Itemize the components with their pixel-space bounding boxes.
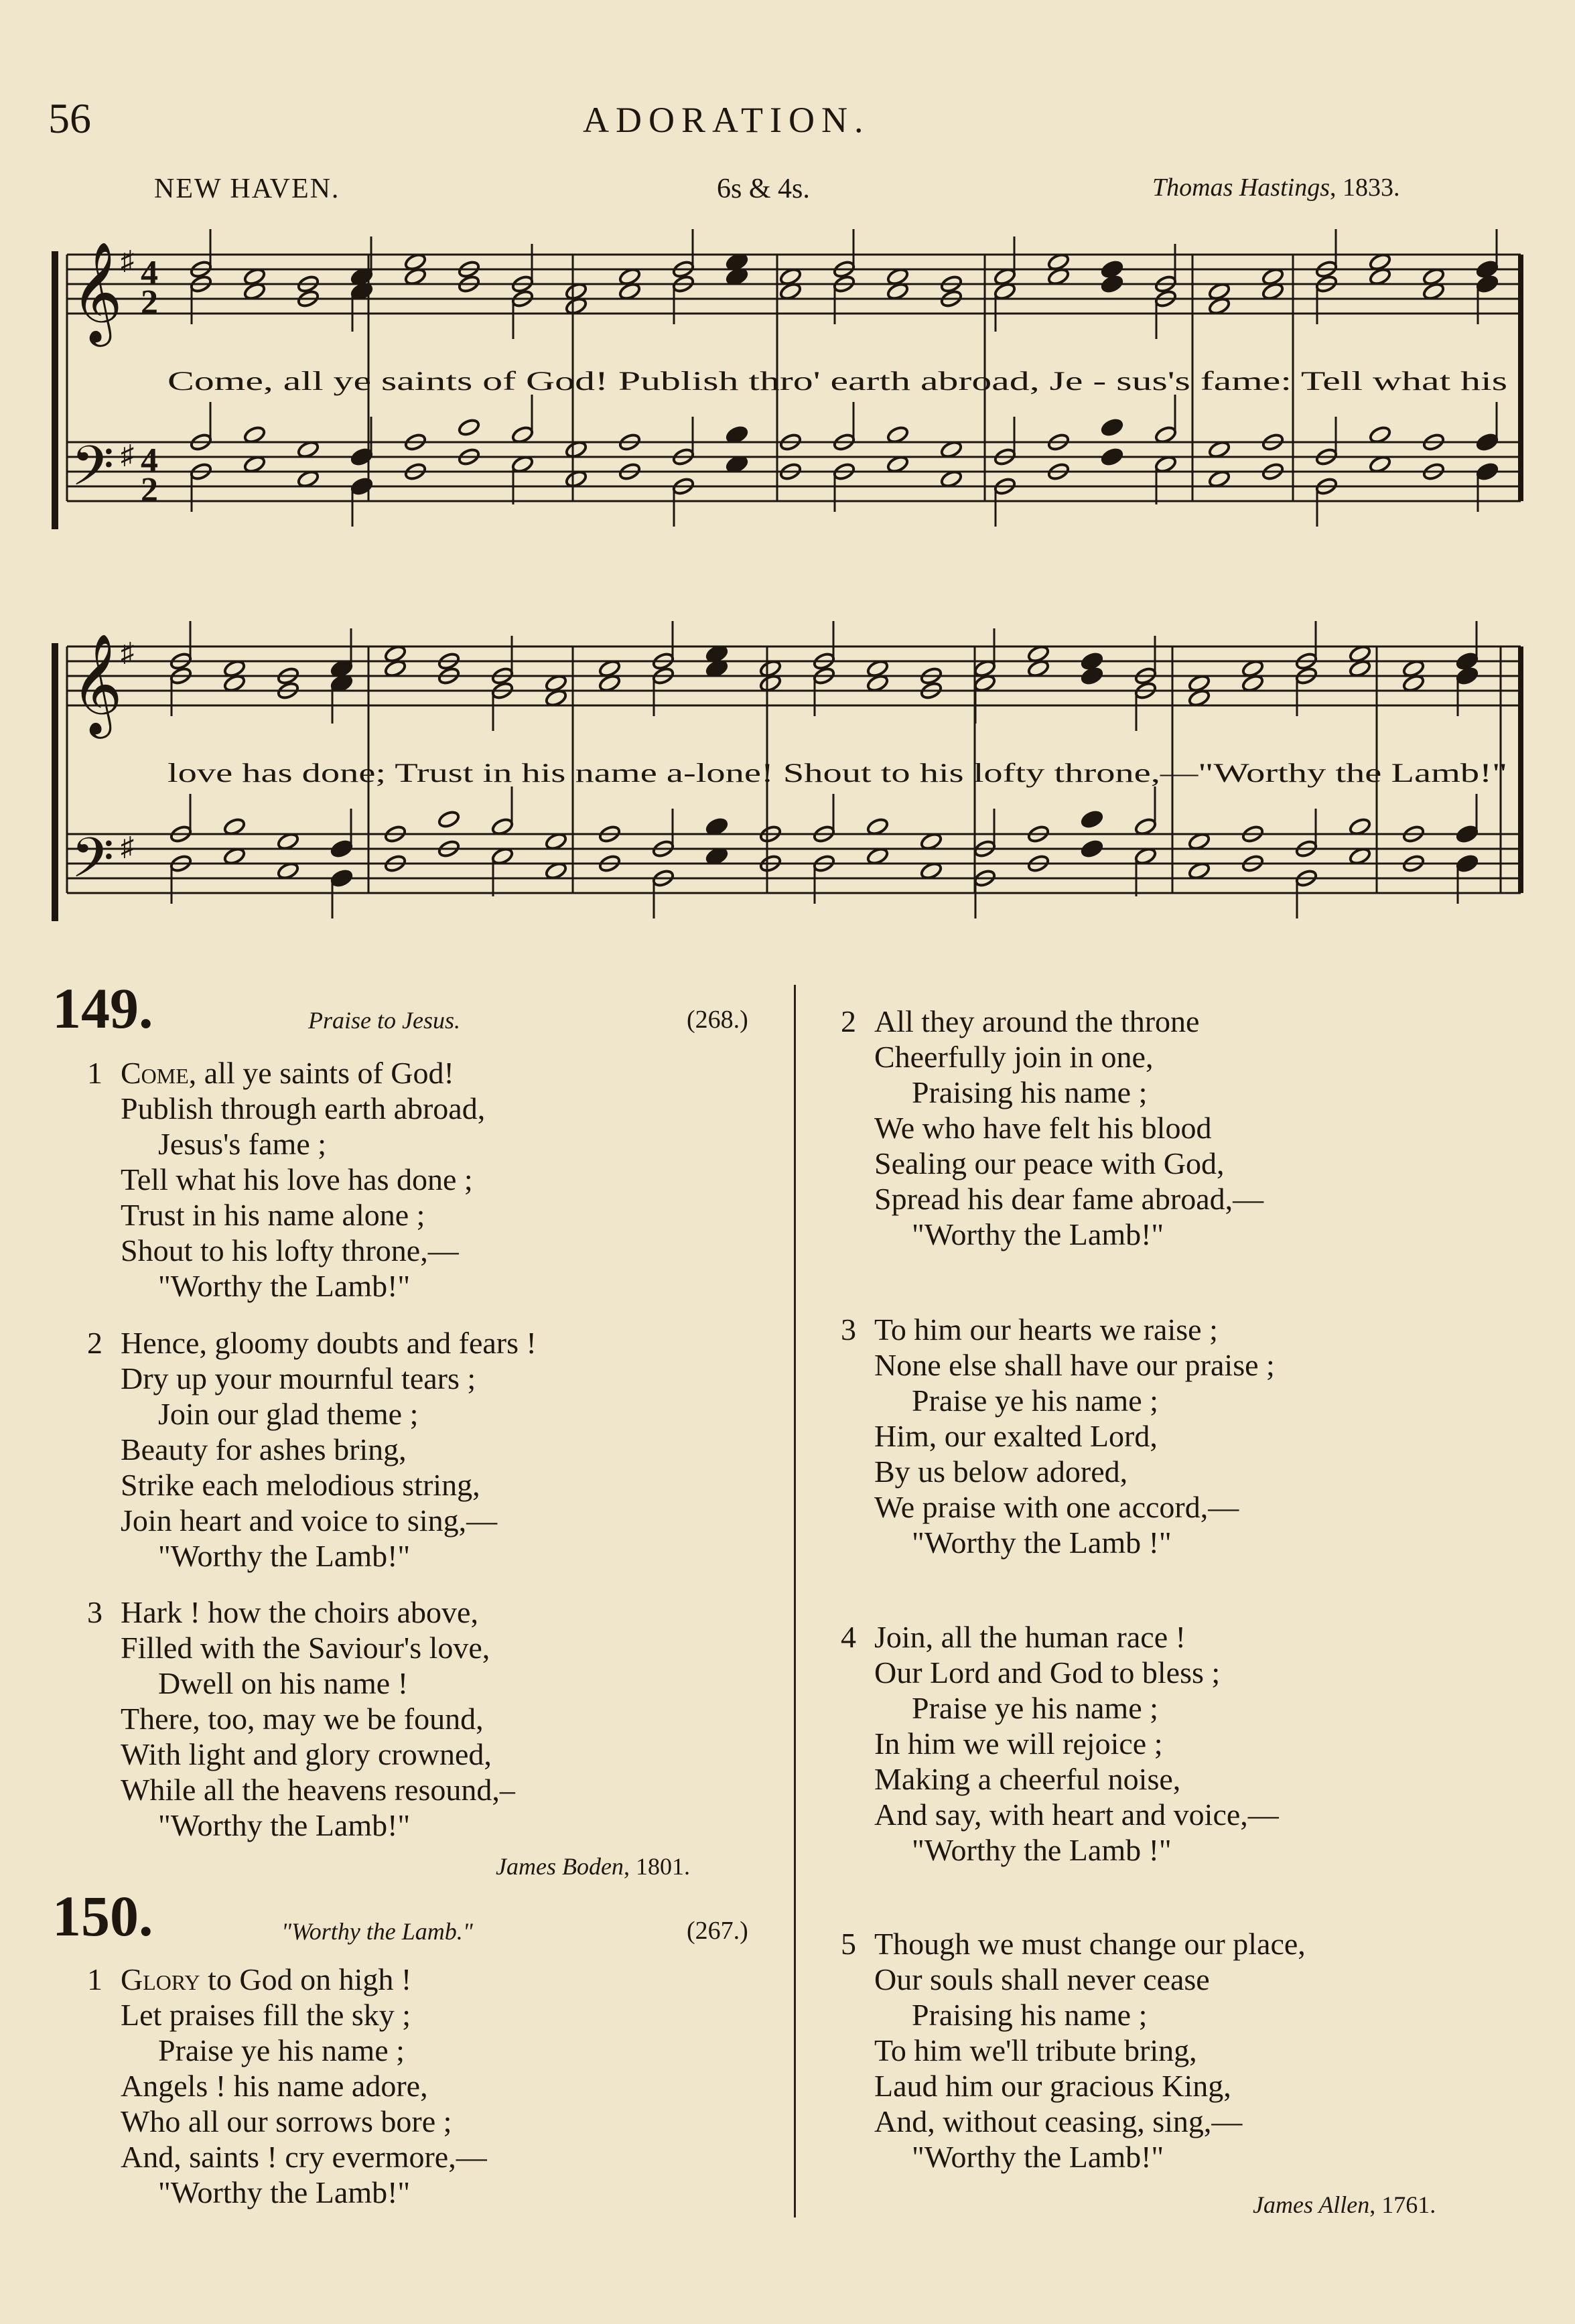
verse-line: to God on high ! <box>200 1962 412 1996</box>
note-head <box>1101 418 1124 437</box>
verse-line: And, without ceasing, sing,— <box>874 2104 1243 2138</box>
time-signature-bottom: 2 <box>141 471 158 509</box>
verse-line: Praise ye his name ; <box>912 1383 1158 1418</box>
verse-number: 3 <box>841 1312 856 1347</box>
time-signature-top: 4 <box>141 254 158 292</box>
note-head <box>1081 667 1104 686</box>
verse-line: Join heart and voice to sing,— <box>121 1503 498 1537</box>
hymn-reference-150: (267.) <box>687 1917 748 1945</box>
verse-150-5 <box>841 1926 1306 2175</box>
verse-line: Cheerfully join in one, <box>874 1040 1154 1074</box>
hymn-number-150: 150. <box>52 1884 153 1948</box>
note-head <box>330 869 354 888</box>
key-signature-sharp: ♯ <box>121 245 134 275</box>
verse-line: Spread his dear fame abroad,— <box>874 1182 1264 1216</box>
note-head <box>1476 462 1499 482</box>
hymn-title-150: "Worthy the Lamb." <box>281 1918 473 1945</box>
lyric-line-1: Come, all ye saints of God! Publish thro' earth abroad, Je - sus's fame: Tell what his <box>167 366 1507 396</box>
verse-line: "Worthy the Lamb!" <box>912 1217 1164 1251</box>
verse-line: By us below adored, <box>874 1454 1128 1489</box>
verse-line: Dwell on his name ! <box>158 1666 409 1700</box>
note-head <box>1456 825 1479 844</box>
verse-line: To him we'll tribute bring, <box>874 2033 1197 2067</box>
verse-line: Praising his name ; <box>912 1998 1148 2032</box>
treble-clef-icon: 𝄞 <box>71 241 123 342</box>
verse-line: Praising his name ; <box>912 1075 1148 1109</box>
note-head <box>1081 652 1104 671</box>
note-head <box>1081 839 1104 859</box>
verse-line: Praise ye his name ; <box>158 2033 405 2067</box>
verse-line: "Worthy the Lamb!" <box>158 1808 411 1842</box>
verse-line: Dry up your mournful tears ; <box>121 1361 476 1395</box>
verse-number: 1 <box>87 1056 102 1090</box>
verse-line: Filled with the Saviour's love, <box>121 1631 490 1665</box>
lyric-line-2: love has done; Trust in his name a-lone! Shout to his lofty throne,—"Worthy the Lamb!" <box>167 758 1507 788</box>
verse-150-4 <box>841 1619 1279 1868</box>
note-head <box>437 810 461 829</box>
verse-line: Hark ! how the choirs above, <box>121 1595 478 1629</box>
note-head <box>1476 275 1499 294</box>
verse-line: Trust in his name alone ; <box>121 1198 425 1232</box>
verse-line: Praise ye his name ; <box>912 1691 1158 1725</box>
hymn-reference-149: (268.) <box>687 1006 748 1034</box>
verse-line: Publish through earth abroad, <box>121 1091 486 1125</box>
verse-line: None else shall have our praise ; <box>874 1348 1275 1382</box>
time-signature-bottom: 2 <box>141 283 158 322</box>
tune-name: NEW HAVEN. <box>154 174 340 204</box>
note-head <box>1456 854 1479 874</box>
verse-line: Tell what his love has done ; <box>121 1162 473 1197</box>
running-head: ADORATION. <box>583 100 870 140</box>
author-credit-149 <box>496 1852 690 1881</box>
verse-line: Making a cheerful noise, <box>874 1762 1181 1796</box>
music-system-2 <box>47 606 1527 955</box>
verse-149-3 <box>87 1594 515 1843</box>
verse-line: "Worthy the Lamb!" <box>158 2175 411 2209</box>
verse-line: "Worthy the Lamb !" <box>912 1833 1172 1867</box>
composer-name: Thomas Hastings <box>1152 174 1330 202</box>
bass-staff <box>67 442 1521 501</box>
verse-line: With light and glory crowned, <box>121 1737 492 1771</box>
note-head <box>1101 260 1124 279</box>
note-head <box>1456 667 1479 686</box>
hymn-number-149: 149. <box>52 976 153 1040</box>
verse-line: Our Lord and God to bless ; <box>874 1655 1221 1690</box>
note-head <box>1101 275 1124 294</box>
verse-line: Though we must change our place, <box>874 1927 1306 1961</box>
verse-line: Him, our exalted Lord, <box>874 1419 1158 1453</box>
verse-first-word: Glory <box>121 1962 200 1996</box>
verse-line: All they around the throne <box>874 1004 1200 1038</box>
verse-number: 1 <box>87 1962 102 1996</box>
verse-line: "Worthy the Lamb !" <box>912 1525 1172 1560</box>
hymn-title-149: Praise to Jesus. <box>308 1007 460 1034</box>
note-head <box>1081 810 1104 829</box>
note-head <box>1476 260 1499 279</box>
author-name: James Allen <box>1253 2191 1370 2218</box>
verse-line: And say, with heart and voice,— <box>874 1797 1279 1832</box>
verse-line: Our souls shall never cease <box>874 1962 1210 1996</box>
verse-line: Jesus's fame ; <box>158 1127 327 1161</box>
verse-line: In him we will rejoice ; <box>874 1726 1163 1761</box>
verse-line: We praise with one accord,— <box>874 1490 1239 1524</box>
verse-line: Laud him our gracious King, <box>874 2069 1231 2103</box>
author-year: , 1801. <box>623 1853 690 1880</box>
bass-clef-icon: 𝄢 <box>71 825 115 904</box>
author-name: James Boden <box>496 1853 624 1880</box>
time-signature-top: 4 <box>141 441 158 480</box>
bass-clef-icon: 𝄢 <box>71 433 115 512</box>
verse-first-word: Come, <box>121 1056 197 1090</box>
verse-line: all ye saints of God! <box>196 1056 454 1090</box>
column-divider <box>794 985 796 2217</box>
music-system-1 <box>47 214 1527 563</box>
verse-149-2-right <box>841 1004 1264 1252</box>
verse-line: Sealing our peace with God, <box>874 1146 1225 1180</box>
note-head <box>350 477 374 496</box>
verse-line: Beauty for ashes bring, <box>121 1432 407 1466</box>
note-head <box>1456 652 1479 671</box>
verse-line: "Worthy the Lamb!" <box>912 2140 1164 2174</box>
verse-line: Let praises fill the sky ; <box>121 1998 411 2032</box>
note-head <box>458 418 481 437</box>
verse-line: We who have felt his blood <box>874 1111 1212 1145</box>
composer-year: , 1833. <box>1330 174 1400 202</box>
verse-149-3-right <box>841 1312 1275 1560</box>
verse-line: There, too, may we be found, <box>121 1702 484 1736</box>
verse-line: "Worthy the Lamb!" <box>158 1539 411 1573</box>
verse-line: "Worthy the Lamb!" <box>158 1269 411 1303</box>
note-head <box>1101 448 1124 467</box>
key-signature-sharp: ♯ <box>121 439 134 470</box>
verse-150-1 <box>87 1962 487 2210</box>
verse-149-2 <box>87 1325 537 1574</box>
verse-line: Join, all the human race ! <box>874 1620 1186 1654</box>
verse-line: While all the heavens resound,– <box>121 1773 515 1807</box>
verse-line: Who all our sorrows bore ; <box>121 2104 452 2138</box>
verse-number: 5 <box>841 1927 856 1961</box>
verse-line: To him our hearts we raise ; <box>874 1312 1218 1347</box>
verse-149-1 <box>87 1055 486 1304</box>
author-year: , 1761. <box>1369 2191 1436 2218</box>
verse-line: Join our glad theme ; <box>158 1397 419 1431</box>
verse-line: Angels ! his name adore, <box>121 2069 428 2103</box>
verse-number: 2 <box>87 1326 102 1360</box>
verse-line: Strike each melodious string, <box>121 1468 480 1502</box>
author-credit-150 <box>1253 2191 1436 2219</box>
verse-line: And, saints ! cry evermore,— <box>121 2140 487 2174</box>
composer <box>1152 173 1400 202</box>
key-signature-sharp: ♯ <box>121 637 134 667</box>
note-head <box>350 448 374 467</box>
treble-clef-icon: 𝄞 <box>71 632 123 734</box>
page-number: 56 <box>48 94 91 142</box>
verse-number: 2 <box>841 1004 856 1038</box>
verse-number: 3 <box>87 1595 102 1629</box>
note-head <box>330 839 354 859</box>
meter: 6s & 4s. <box>717 174 810 204</box>
verse-line: Shout to his lofty throne,— <box>121 1233 459 1268</box>
verse-line: Hence, gloomy doubts and fears ! <box>121 1326 537 1360</box>
key-signature-sharp: ♯ <box>121 831 134 862</box>
note-head <box>1476 433 1499 452</box>
verse-number: 4 <box>841 1620 856 1654</box>
